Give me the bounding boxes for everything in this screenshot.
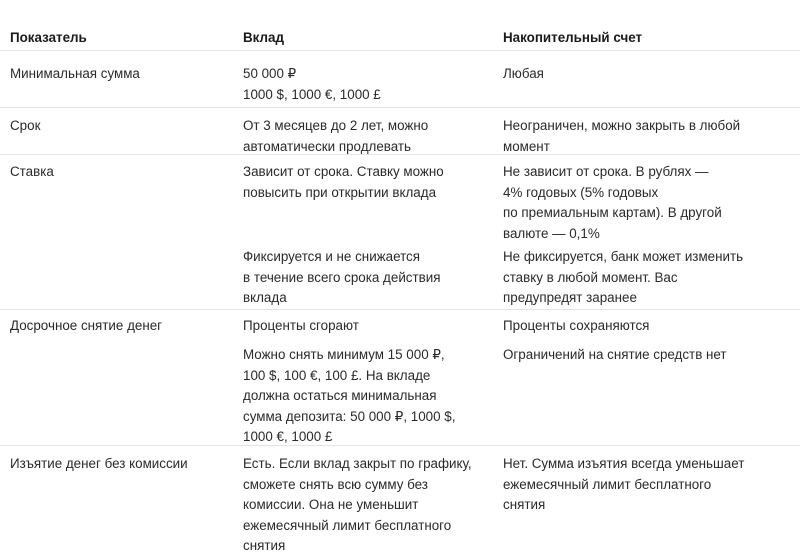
table-row (0, 454, 800, 554)
row-deposit-value: Есть. Если вклад закрыт по графику, сможете снять всю сумму без комиссии. Она не уменьшит ежемесячный лимит бесплатного снятия (243, 456, 472, 553)
row-savings-value: Проценты сохраняются (503, 318, 650, 333)
row-deposit-value: Фиксируется и не снижается в течение всего срока действия вклада (243, 249, 441, 305)
row-deposit-value: Проценты сгорают (243, 318, 359, 333)
row-savings-value: Ограничений на снятие средств нет (503, 347, 727, 362)
row-savings-value: Нет. Сумма изъятия всегда уменьшает ежемесячный лимит бесплатного снятия (503, 456, 745, 512)
row-deposit-value: 50 000 ₽ 1000 $, 1000 €, 1000 £ (243, 66, 381, 102)
table-header (0, 28, 800, 51)
header-deposit: Вклад (243, 30, 284, 45)
row-label: Срок (10, 118, 41, 133)
table-row (0, 247, 800, 310)
row-deposit-value: От 3 месяцев до 2 лет, можно автоматически продлевать (243, 118, 429, 154)
row-savings-value: Любая (503, 66, 544, 81)
row-savings-value: Неограничен, можно закрыть в любой момент (503, 118, 741, 154)
header-indicator: Показатель (10, 30, 87, 45)
row-label: Минимальная сумма (10, 66, 140, 81)
row-savings-value: Не фиксируется, банк может изменить ставку в любой момент. Вас предупредят заранее (503, 249, 744, 305)
row-label: Досрочное снятие денег (10, 318, 163, 333)
row-label: Изъятие денег без комиссии (10, 456, 188, 471)
table-row (0, 116, 800, 155)
table-row (0, 316, 800, 338)
row-deposit-value: Зависит от срока. Ставку можно повысить при открытии вклада (243, 164, 444, 200)
row-deposit-value: Можно снять минимум 15 000 ₽, 100 $, 100 €, 100 £. На вкладе должна остаться минимальная сумма депозита: 50 000 ₽, 1000 $, 1000 €, 1000 £ (243, 347, 456, 444)
row-label: Ставка (10, 164, 54, 179)
table-row (0, 162, 800, 242)
row-savings-value: Не зависит от срока. В рублях — 4% годовых (5% годовых по премиальным картам). В другой валюте — 0,1% (503, 164, 722, 241)
table-row (0, 345, 800, 446)
table-row (0, 64, 800, 108)
header-savings-account: Накопительный счет (503, 30, 643, 45)
